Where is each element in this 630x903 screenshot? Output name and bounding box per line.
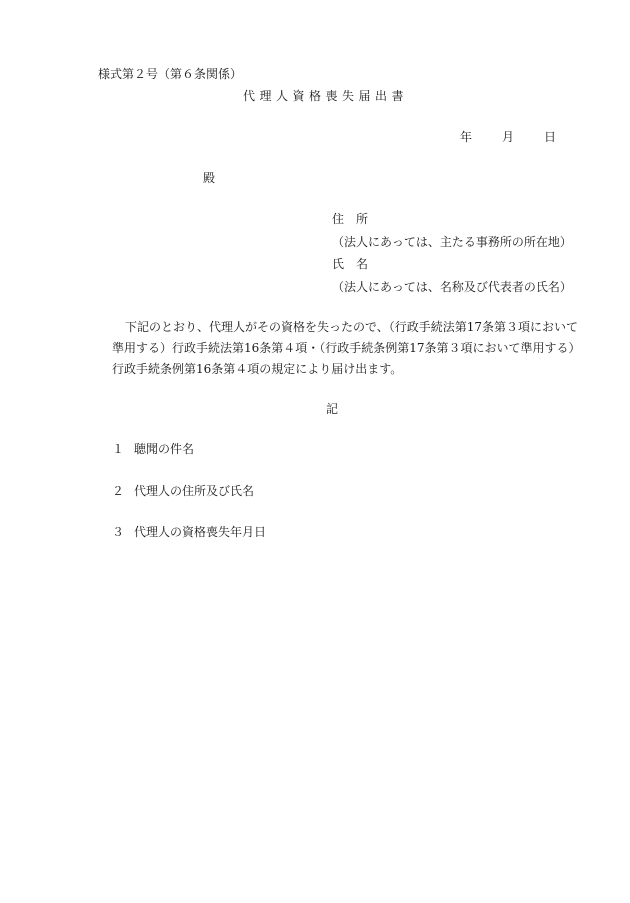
item-label: 代理人の資格喪失年月日 (134, 525, 267, 539)
month-unit: 月 (502, 130, 515, 144)
name-label: 氏 名 (332, 257, 369, 271)
body-text-line-2: 準用する）行政手続法第16条第４項・（行政手続条例第17条第３項において準用する） (112, 341, 581, 355)
ki-heading: 記 (326, 402, 339, 416)
body-text-line-3: 行政手続条例第16条第４項の規定により届け出ます。 (112, 362, 403, 376)
addressee-suffix: 殿 (203, 171, 216, 185)
item-number: １ (112, 442, 125, 456)
body-text-line-1: 下記のとおり、代理人がその資格を失ったので、（行政手続法第17条第３項において (125, 320, 579, 334)
list-item (112, 484, 254, 498)
day-unit: 日 (544, 130, 557, 144)
form-number: 様式第２号（第６条関係） (98, 67, 243, 81)
address-label: 住 所 (332, 212, 369, 226)
document-title: 代理人資格喪失届出書 (243, 89, 409, 103)
item-number: ２ (112, 484, 125, 498)
address-note: （法人にあっては、主たる事務所の所在地） (332, 235, 572, 249)
item-number: ３ (112, 525, 125, 539)
item-label: 代理人の住所及び氏名 (134, 484, 255, 498)
item-label: 聴聞の件名 (134, 442, 195, 456)
name-note: （法人にあっては、名称及び代表者の氏名） (332, 280, 572, 294)
year-unit: 年 (460, 130, 473, 144)
list-item (112, 525, 266, 539)
date-line (460, 130, 556, 144)
list-item (112, 442, 194, 456)
